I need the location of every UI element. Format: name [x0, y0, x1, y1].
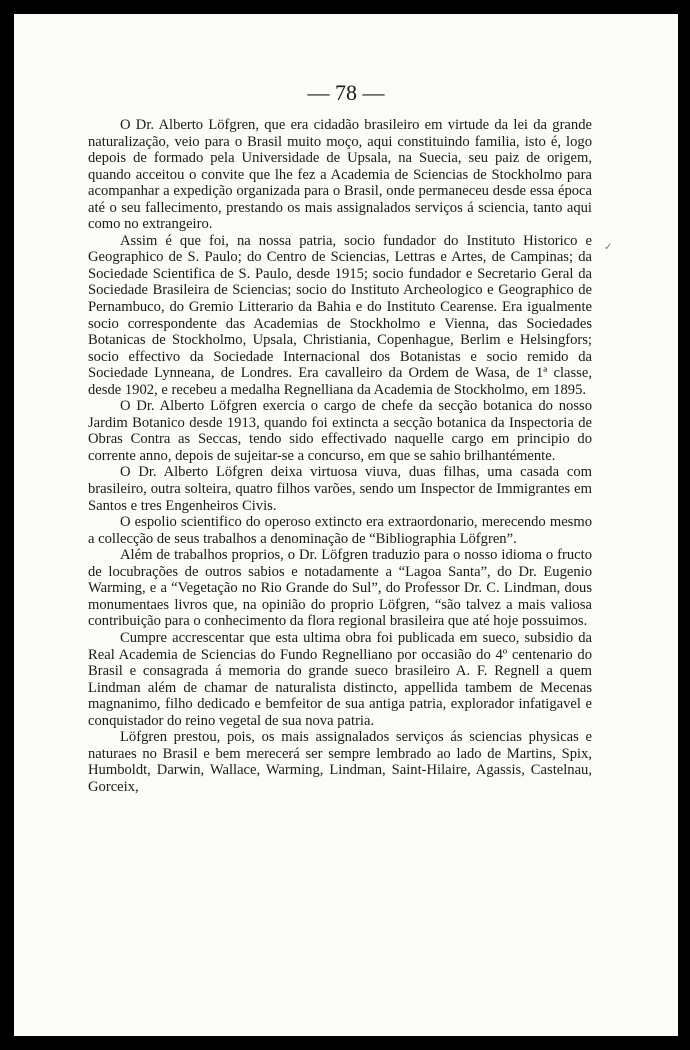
margin-mark: ✓	[604, 242, 613, 253]
paragraph-publication: Cumpre accrescentar que esta ultima obra foi publicada em sueco, subsidio da Real Academia de Sciencias do Fundo Regnelliano por occasião do 4º centenario do Brasil e consagrada á memoria do grande sueco brasileiro A. F. Regnell a quem Lindman além de chamar de naturalista distincto, appellida tambem de Mecenas magnanimo, filho dedicado e bemfeitor de sua antiga patria, explorador infatigavel e conquistador do reino vegetal de sua nova patria.	[88, 629, 592, 729]
book-page	[14, 14, 678, 1036]
body-text	[88, 117, 592, 795]
paragraph-botanic-garden: O Dr. Alberto Löfgren exercia o cargo de chefe da secção botanica do nosso Jardim Botanico desde 1913, quando foi extincta a secção botanica da Inspectoria de Obras Contra as Seccas, tendo sido effectivado naquelle cargo em principio do corrente anno, depois de sujeitar-se a concurso, em que se sahio brilhantémente.	[88, 398, 592, 464]
paragraph-translations: Além de trabalhos proprios, o Dr. Löfgren traduzio para o nosso idioma o fructo de locubrações de outros sabios e notadamente a “Lagoa Santa”, do Dr. Eugenio Warming, e a “Vegetação no Rio Grande do Sul”, do Professor Dr. C. Lindman, dous monumentaes livros que, na opinião do proprio Löfgren, “são talvez a mais valiosa contribuição para o conhecimento da flora regional brasileira que até hoje possuimos.	[88, 547, 592, 630]
paragraph-family: O Dr. Alberto Löfgren deixa virtuosa viuva, duas filhas, uma casada com brasileiro, outra solteira, quatro filhos varões, sendo um Inspector de Immigrantes em Santos e tres Engenheiros Civis.	[88, 464, 592, 514]
page-number: — 78 —	[307, 80, 385, 105]
paragraph-legacy-conclusion: Löfgren prestou, pois, os mais assignalados serviços ás sciencias physicas e naturaes no Brasil e bem merecerá ser sempre lembrado ao lado de Martins, Spix, Humboldt, Darwin, Wallace, Warming, Lindman, Saint-Hilaire, Agassis, Castelnau, Gorceix,	[88, 729, 592, 795]
paragraph-memberships: Assim é que foi, na nossa patria, socio fundador do Instituto Historico e Geographico de S. Paulo; do Centro de Sciencias, Lettras e Artes, de Campinas; da Sociedade Scientifica de S. Paulo, desde 1915; socio fundador e Secretario Geral da Sociedade Brasileira de Sciencias; socio do Instituto Archeologico e Geographico de Pernambuco, do Gremio Litterario da Bahia e do Instituto Cearense. Era igualmente socio correspondente das Academias de Stockholmo e Vienna, das Sociedades Botanicas de Stockholmo, Upsala, Christiania, Copenhague, Berlim e Helsingfors; socio effectivo da Sociedade Internacional dos Botanistas e socio remido da Sociedade Lynneana, de Londres. Era cavalleiro da Ordem de Wasa, de 1ª classe, desde 1902, e recebeu a medalha Regnelliana da Academia de Stockholmo, em 1895.	[88, 232, 592, 398]
paragraph-scientific-legacy: O espolio scientifico do operoso extincto era extraordonario, merecendo mesmo a collecção de seus trabalhos a denominação de “Bibliographia Löfgren”.	[88, 514, 592, 547]
paragraph-lofgren-intro: O Dr. Alberto Löfgren, que era cidadão brasileiro em virtude da lei da grande naturalização, veio para o Brasil muito moço, aqui constituindo familia, isto é, logo depois de formado pela Universidade de Upsala, na Suecia, seu paiz de origem, quando acceitou o convite que lhe fez a Academia de Sciencias de Stockholmo para acompanhar a expedição organizada para o Brasil, onde permaneceu desde essa época até o seu fallecimento, prestando os mais assignalados serviços á sciencia, tanto aqui como no extrangeiro.	[88, 117, 592, 233]
